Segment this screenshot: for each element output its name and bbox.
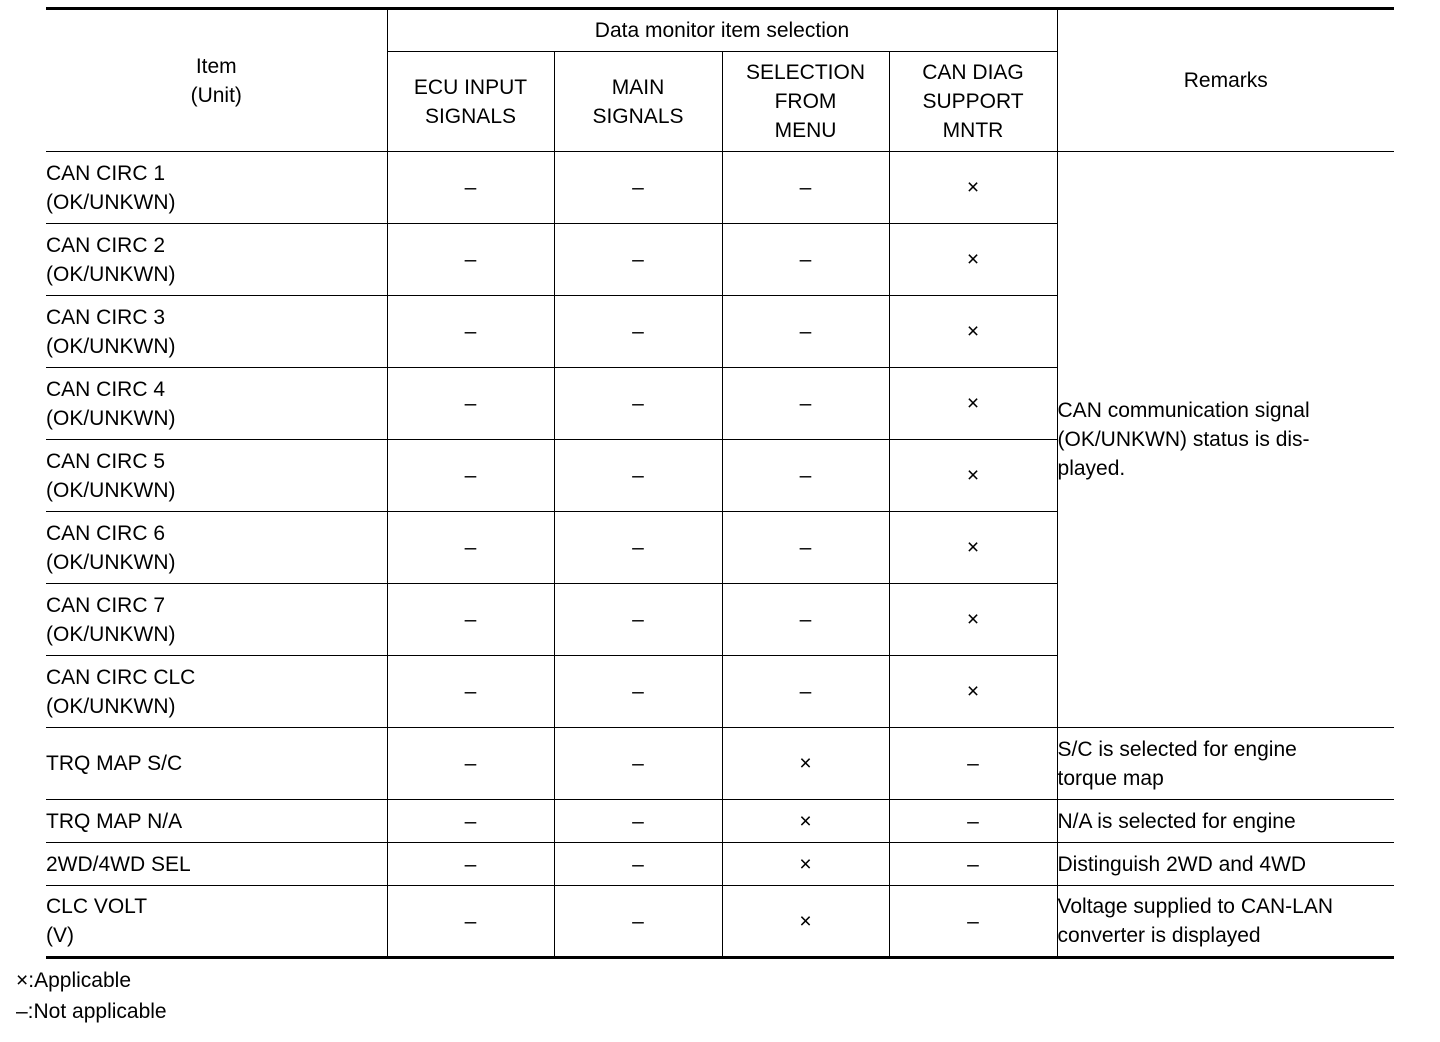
mark-cell: – (722, 368, 889, 440)
data-monitor-group-header: Data monitor item selection (387, 9, 1057, 52)
mark-cell: – (554, 886, 722, 958)
mark-cell: – (554, 728, 722, 800)
table-row (46, 800, 1394, 843)
mark-cell: – (554, 800, 722, 843)
mark-cell: × (889, 296, 1057, 368)
item-cell: CAN CIRC 4 (OK/UNKWN) (46, 368, 387, 440)
item-cell: CAN CIRC 5 (OK/UNKWN) (46, 440, 387, 512)
mark-cell: – (722, 224, 889, 296)
mark-cell: × (889, 584, 1057, 656)
legend (16, 965, 167, 1027)
mark-cell: × (722, 843, 889, 886)
col-can-diag-support-mntr: CAN DIAG SUPPORT MNTR (889, 52, 1057, 152)
item-cell: TRQ MAP S/C (46, 728, 387, 800)
item-cell: CLC VOLT (V) (46, 886, 387, 958)
mark-cell: – (554, 296, 722, 368)
item-cell: CAN CIRC 7 (OK/UNKWN) (46, 584, 387, 656)
mark-cell: – (554, 440, 722, 512)
mark-cell: × (889, 152, 1057, 224)
item-cell: CAN CIRC 3 (OK/UNKWN) (46, 296, 387, 368)
mark-cell: – (722, 440, 889, 512)
mark-cell: – (387, 800, 554, 843)
col-selection-from-menu: SELECTION FROM MENU (722, 52, 889, 152)
mark-cell: × (722, 886, 889, 958)
legend-applicable: ×:Applicable (16, 969, 131, 992)
data-monitor-table (46, 7, 1394, 959)
item-header-line2: (Unit) (190, 83, 242, 107)
remarks-header: Remarks (1057, 9, 1394, 152)
mark-cell: – (387, 440, 554, 512)
mark-cell: – (889, 728, 1057, 800)
mark-cell: – (387, 656, 554, 728)
mark-cell: – (387, 224, 554, 296)
can-remark-cell: CAN communication signal (OK/UNKWN) status is dis- played. (1057, 152, 1394, 728)
mark-cell: – (554, 584, 722, 656)
mark-cell: × (889, 440, 1057, 512)
mark-cell: – (387, 512, 554, 584)
mark-cell: – (387, 728, 554, 800)
mark-cell: – (387, 886, 554, 958)
mark-cell: – (387, 368, 554, 440)
item-cell: CAN CIRC 6 (OK/UNKWN) (46, 512, 387, 584)
table-row (46, 728, 1394, 800)
item-cell: TRQ MAP N/A (46, 800, 387, 843)
item-header-line1: Item (195, 54, 237, 78)
remark-cell: Distinguish 2WD and 4WD (1057, 843, 1394, 886)
mark-cell: – (554, 224, 722, 296)
mark-cell: – (722, 584, 889, 656)
item-cell: 2WD/4WD SEL (46, 843, 387, 886)
item-cell: CAN CIRC CLC (OK/UNKWN) (46, 656, 387, 728)
mark-cell: – (722, 512, 889, 584)
item-header (46, 9, 387, 152)
mark-cell: – (554, 843, 722, 886)
remark-cell: S/C is selected for engine torque map (1057, 728, 1394, 800)
mark-cell: – (387, 584, 554, 656)
mark-cell: × (889, 224, 1057, 296)
mark-cell: – (889, 843, 1057, 886)
mark-cell: × (722, 728, 889, 800)
mark-cell: × (889, 656, 1057, 728)
mark-cell: – (554, 512, 722, 584)
mark-cell: × (889, 512, 1057, 584)
mark-cell: × (889, 368, 1057, 440)
mark-cell: – (722, 152, 889, 224)
table-row (46, 152, 1394, 224)
mark-cell: – (889, 886, 1057, 958)
col-ecu-input-signals: ECU INPUT SIGNALS (387, 52, 554, 152)
legend-not-applicable: –:Not applicable (16, 1000, 167, 1023)
table-row (46, 886, 1394, 958)
mark-cell: – (722, 296, 889, 368)
mark-cell: – (387, 152, 554, 224)
remark-cell: N/A is selected for engine (1057, 800, 1394, 843)
mark-cell: – (722, 656, 889, 728)
remark-cell: Voltage supplied to CAN-LAN converter is displayed (1057, 886, 1394, 958)
mark-cell: – (889, 800, 1057, 843)
item-cell: CAN CIRC 2 (OK/UNKWN) (46, 224, 387, 296)
mark-cell: – (387, 296, 554, 368)
col-main-signals: MAIN SIGNALS (554, 52, 722, 152)
mark-cell: – (554, 656, 722, 728)
mark-cell: – (387, 843, 554, 886)
mark-cell: – (554, 152, 722, 224)
item-cell: CAN CIRC 1 (OK/UNKWN) (46, 152, 387, 224)
mark-cell: – (554, 368, 722, 440)
mark-cell: × (722, 800, 889, 843)
table-row (46, 843, 1394, 886)
